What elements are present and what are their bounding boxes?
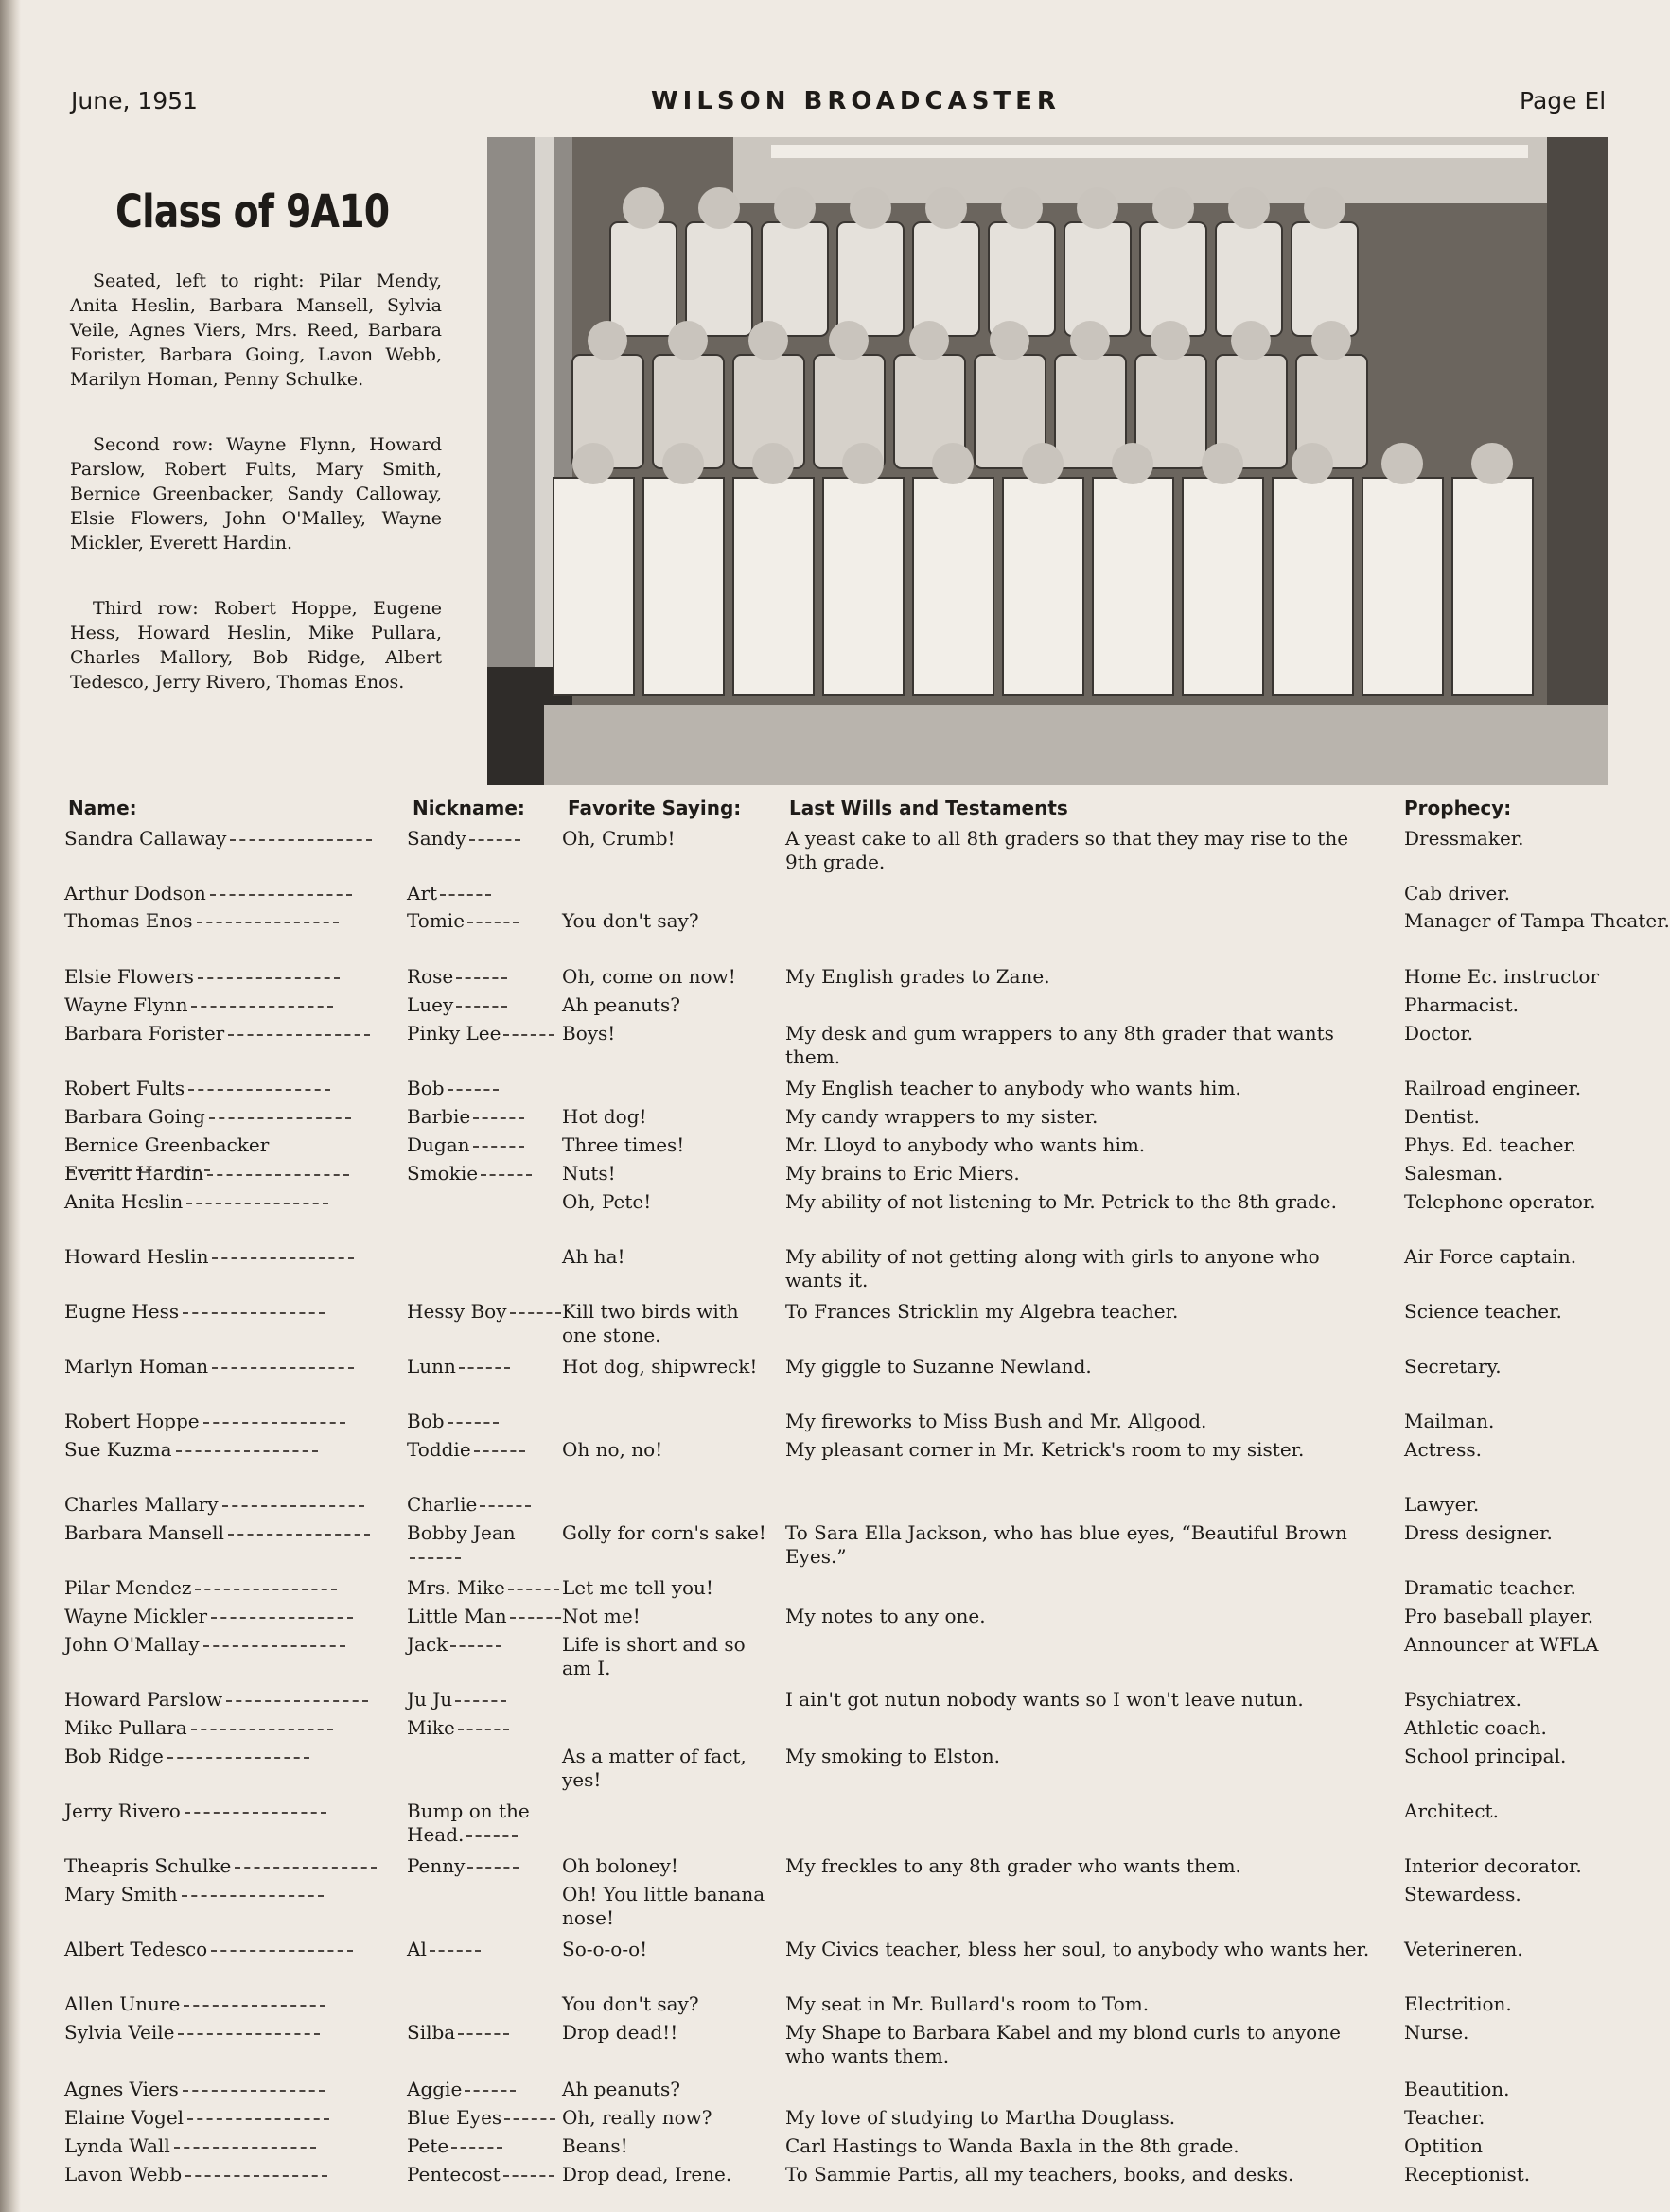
- last-will: My Shape to Barbara Kabel and my blond curls to anyone who wants them.: [785, 2021, 1341, 2067]
- dotted-leader: [176, 1450, 318, 1452]
- last-will: To Frances Stricklin my Algebra teacher.: [785, 1300, 1179, 1323]
- prophecy: Cab driver.: [1404, 882, 1511, 904]
- prophecy: Pharmacist.: [1404, 993, 1519, 1016]
- dotted-leader: [448, 1089, 499, 1091]
- prophecy: Pro baseball player.: [1404, 1605, 1594, 1627]
- student-nickname: Penny: [407, 1854, 566, 1878]
- dotted-leader: [203, 1422, 345, 1424]
- favorite-saying: Nuts!: [562, 1162, 616, 1185]
- student-name: Pilar Mendez: [64, 1576, 405, 1600]
- favorite-saying: Hot dog!: [562, 1105, 647, 1128]
- last-will: My ability of not getting along with girls to anyone who wants it.: [785, 1245, 1320, 1291]
- student-nickname: Toddie: [407, 1438, 566, 1462]
- student-nickname: Barbie: [407, 1105, 566, 1129]
- prophecy: Dramatic teacher.: [1404, 1576, 1576, 1599]
- student-nickname: Bobby Jean: [407, 1521, 566, 1569]
- student-nickname: Smokie: [407, 1162, 566, 1185]
- student-nickname: Pinky Lee: [407, 1022, 566, 1045]
- student-nickname: Jack: [407, 1633, 566, 1657]
- dotted-leader: [226, 1700, 368, 1702]
- student-name: Mike Pullara: [64, 1716, 405, 1740]
- dotted-leader: [203, 1645, 345, 1647]
- last-will: My pleasant corner in Mr. Ketrick's room to my sister.: [785, 1438, 1305, 1461]
- student-name: Sylvia Veile: [64, 2021, 405, 2045]
- student-name: John O'Mallay: [64, 1633, 405, 1657]
- student-name: Agnes Viers: [64, 2078, 405, 2101]
- prophecy: Electrition.: [1404, 1993, 1512, 2015]
- favorite-saying: Golly for corn's sake!: [562, 1521, 766, 1544]
- dotted-leader: [458, 1729, 509, 1730]
- favorite-saying: You don't say?: [562, 909, 699, 932]
- prophecy: Nurse.: [1404, 2021, 1469, 2044]
- dotted-leader: [448, 1422, 499, 1424]
- dotted-leader: [473, 1146, 524, 1148]
- prophecy: Home Ec. instructor: [1404, 965, 1600, 988]
- favorite-saying: Oh, come on now!: [562, 965, 736, 988]
- student-nickname: Aggie: [407, 2078, 566, 2101]
- student-name: Wayne Mickler: [64, 1605, 405, 1628]
- dotted-leader: [473, 1117, 524, 1119]
- column-header-nickname: Nickname:: [413, 797, 525, 819]
- dotted-leader: [184, 2005, 325, 2007]
- student-name: Lynda Wall: [64, 2134, 405, 2158]
- dotted-leader: [480, 1505, 531, 1507]
- prophecy: Psychiatrex.: [1404, 1688, 1521, 1711]
- student-name: Mary Smith: [64, 1883, 405, 1906]
- dotted-leader: [503, 2175, 554, 2177]
- dotted-leader: [459, 1367, 510, 1369]
- student-name: Theapris Schulke: [64, 1854, 405, 1878]
- prophecy: School principal.: [1404, 1745, 1567, 1767]
- dotted-leader: [230, 839, 372, 841]
- dotted-leader: [185, 2175, 327, 2177]
- class-photo: [487, 137, 1608, 785]
- favorite-saying: Hot dog, shipwreck!: [562, 1355, 758, 1378]
- dotted-leader: [235, 1867, 377, 1869]
- dotted-leader: [222, 1505, 364, 1507]
- student-nickname: Blue Eyes: [407, 2106, 566, 2130]
- favorite-saying: Ah ha!: [562, 1245, 625, 1268]
- dotted-leader: [410, 1557, 461, 1559]
- dotted-leader: [178, 2033, 320, 2035]
- last-will: To Sammie Partis, all my teachers, books, and desks.: [785, 2163, 1294, 2186]
- prophecy: Dentist.: [1404, 1105, 1480, 1128]
- prophecy: Athletic coach.: [1404, 1716, 1547, 1739]
- dotted-leader: [510, 1312, 561, 1314]
- student-name: Albert Tedesco: [64, 1938, 405, 1961]
- student-nickname: Sandy: [407, 827, 566, 851]
- favorite-saying: Drop dead!!: [562, 2021, 678, 2044]
- prophecy: Phys. Ed. teacher.: [1404, 1133, 1577, 1156]
- last-will: Mr. Lloyd to anybody who wants him.: [785, 1133, 1146, 1156]
- student-name: Thomas Enos: [64, 909, 405, 933]
- last-will: My English teacher to anybody who wants him.: [785, 1077, 1241, 1099]
- column-header-wills: Last Wills and Testaments: [789, 797, 1068, 819]
- dotted-leader: [211, 1950, 353, 1952]
- prophecy: Science teacher.: [1404, 1300, 1562, 1323]
- last-will: My seat in Mr. Bullard's room to Tom.: [785, 1993, 1150, 2015]
- dotted-leader: [458, 2033, 509, 2035]
- student-nickname: Rose: [407, 965, 566, 989]
- prophecy: Manager of Tampa Theater.: [1404, 909, 1670, 932]
- caption-seated: Seated, left to right: Pilar Mendy, Anita Heslin, Barbara Mansell, Sylvia Veile, Agnes Viers, Mrs. Reed, Barbara Forister, Barbara Going, Lavon Webb, Marilyn Homan, Penny Schulke.: [70, 271, 442, 390]
- student-nickname: Bob: [407, 1410, 566, 1433]
- last-will: Carl Hastings to Wanda Baxla in the 8th grade.: [785, 2134, 1239, 2157]
- dotted-leader: [481, 1174, 532, 1176]
- favorite-saying: Oh, Pete!: [562, 1190, 652, 1213]
- prophecy: Optition: [1404, 2134, 1483, 2157]
- student-name: Sandra Callaway: [64, 827, 405, 851]
- student-name: Charles Mallary: [64, 1493, 405, 1517]
- dotted-leader: [467, 922, 519, 923]
- dotted-leader: [188, 1089, 330, 1091]
- student-nickname: Lunn: [407, 1355, 566, 1378]
- dotted-leader: [182, 1895, 324, 1897]
- student-name: Allen Unure: [64, 1993, 405, 2016]
- student-name: Barbara Going: [64, 1105, 405, 1129]
- student-name: Howard Parslow: [64, 1688, 405, 1712]
- favorite-saying: Oh no, no!: [562, 1438, 663, 1461]
- dotted-leader: [228, 1034, 370, 1036]
- dotted-leader: [469, 839, 520, 841]
- dotted-leader: [455, 1700, 506, 1702]
- prophecy: Architect.: [1404, 1799, 1499, 1822]
- column-header-name: Name:: [68, 797, 137, 819]
- prophecy: Secretary.: [1404, 1355, 1502, 1378]
- prophecy: Interior decorator.: [1404, 1854, 1582, 1877]
- student-name: Barbara Mansell: [64, 1521, 405, 1545]
- dotted-leader: [474, 1450, 525, 1452]
- prophecy: Air Force captain.: [1404, 1245, 1577, 1268]
- column-header-prophecy: Prophecy:: [1404, 797, 1512, 819]
- student-nickname: Bob: [407, 1077, 566, 1100]
- dotted-leader: [185, 1812, 326, 1814]
- favorite-saying: Drop dead, Irene.: [562, 2163, 732, 2186]
- dotted-leader: [466, 1835, 518, 1837]
- dotted-leader: [183, 2090, 325, 2092]
- student-nickname: Luey: [407, 993, 566, 1017]
- student-nickname: Dugan: [407, 1133, 566, 1157]
- favorite-saying: Life is short and so am I.: [562, 1633, 746, 1679]
- dotted-leader: [210, 894, 352, 896]
- favorite-saying: As a matter of fact, yes!: [562, 1745, 747, 1791]
- student-name: Sue Kuzma: [64, 1438, 405, 1462]
- favorite-saying: Oh, Crumb!: [562, 827, 676, 850]
- favorite-saying: Boys!: [562, 1022, 616, 1045]
- newspaper-title: WILSON BROADCASTER: [651, 87, 1061, 115]
- student-nickname: Al: [407, 1938, 566, 1961]
- dotted-leader: [191, 1006, 333, 1008]
- prophecy: Beautition.: [1404, 2078, 1510, 2100]
- student-nickname: Pentecost: [407, 2163, 566, 2186]
- last-will: My candy wrappers to my sister.: [785, 1105, 1099, 1128]
- favorite-saying: Let me tell you!: [562, 1576, 713, 1599]
- dotted-leader: [430, 1950, 481, 1952]
- prophecy: Telephone operator.: [1404, 1190, 1596, 1213]
- dotted-leader: [186, 1203, 328, 1204]
- dotted-leader: [440, 894, 491, 896]
- dotted-leader: [174, 2147, 316, 2149]
- favorite-saying: You don't say?: [562, 1993, 699, 2015]
- student-name: Wayne Flynn: [64, 993, 405, 1017]
- dotted-leader: [212, 1257, 354, 1259]
- dotted-leader: [211, 1617, 353, 1619]
- student-nickname: Little Man: [407, 1605, 566, 1628]
- student-name: Bernice Greenbacker: [64, 1133, 405, 1181]
- dotted-leader: [191, 1729, 333, 1730]
- favorite-saying: Kill two birds with one stone.: [562, 1300, 739, 1346]
- dotted-leader: [195, 1589, 337, 1590]
- prophecy: Announcer at WFLA: [1404, 1633, 1599, 1656]
- student-name: Anita Heslin: [64, 1190, 405, 1214]
- last-will: My desk and gum wrappers to any 8th grader that wants them.: [785, 1022, 1334, 1068]
- student-name: Elsie Flowers: [64, 965, 405, 989]
- prophecy: Veterineren.: [1404, 1938, 1523, 1960]
- last-will: My ability of not listening to Mr. Petrick to the 8th grade.: [785, 1190, 1337, 1213]
- dotted-leader: [465, 2090, 516, 2092]
- favorite-saying: Ah peanuts?: [562, 2078, 681, 2100]
- student-name: Everitt Hardin: [64, 1162, 405, 1185]
- dotted-leader: [456, 977, 507, 979]
- dotted-leader: [508, 1589, 559, 1590]
- prophecy: Stewardess.: [1404, 1883, 1521, 1905]
- last-will: My freckles to any 8th grader who wants them.: [785, 1854, 1241, 1877]
- favorite-saying: Beans!: [562, 2134, 628, 2157]
- favorite-saying: Oh boloney!: [562, 1854, 678, 1877]
- student-nickname: Mike: [407, 1716, 566, 1740]
- favorite-saying: Oh, really now?: [562, 2106, 712, 2129]
- dotted-leader: [207, 1174, 349, 1176]
- last-will: My love of studying to Martha Douglass.: [785, 2106, 1176, 2129]
- prophecy: Lawyer.: [1404, 1493, 1480, 1516]
- student-nickname: Ju Ju: [407, 1688, 566, 1712]
- favorite-saying: So-o-o-o!: [562, 1938, 648, 1960]
- dotted-leader: [187, 2118, 329, 2120]
- student-name: Marlyn Homan: [64, 1355, 405, 1378]
- student-name: Elaine Vogel: [64, 2106, 405, 2130]
- last-will: My fireworks to Miss Bush and Mr. Allgood.: [785, 1410, 1207, 1432]
- dotted-leader: [212, 1367, 354, 1369]
- last-will: A yeast cake to all 8th graders so that they may rise to the 9th grade.: [785, 827, 1349, 873]
- student-name: Robert Fults: [64, 1077, 405, 1100]
- student-nickname: Tomie: [407, 909, 566, 933]
- page-binding-edge: [0, 0, 21, 2212]
- page-number: Page El: [1520, 87, 1607, 114]
- student-nickname: Bump on the Head.: [407, 1799, 530, 1846]
- student-nickname: Hessy Boy: [407, 1300, 566, 1324]
- student-name: Eugne Hess: [64, 1300, 405, 1324]
- dotted-leader: [197, 922, 339, 923]
- prophecy: Dressmaker.: [1404, 827, 1524, 850]
- favorite-saying: Three times!: [562, 1133, 685, 1156]
- dotted-leader: [467, 1867, 519, 1869]
- student-nickname: Art: [407, 882, 566, 905]
- last-will: My giggle to Suzanne Newland.: [785, 1355, 1092, 1378]
- dotted-leader: [451, 2147, 502, 2149]
- caption-second-row: Second row: Wayne Flynn, Howard Parslow, Robert Fults, Mary Smith, Bernice Greenbacker, Sandy Calloway, Elsie Flowers, John O'Malley, Wayne Mickler, Everett Hardin.: [70, 434, 442, 553]
- last-will: My Civics teacher, bless her soul, to anybody who wants her.: [785, 1938, 1370, 1960]
- prophecy: Railroad engineer.: [1404, 1077, 1582, 1099]
- dotted-leader: [183, 1312, 325, 1314]
- dotted-leader: [167, 1757, 309, 1759]
- last-will: To Sara Ella Jackson, who has blue eyes, “Beautiful Brown Eyes.”: [785, 1521, 1347, 1568]
- prophecy: Receptionist.: [1404, 2163, 1531, 2186]
- student-nickname: Charlie: [407, 1493, 566, 1517]
- dotted-leader: [198, 977, 340, 979]
- column-header-saying: Favorite Saying:: [568, 797, 742, 819]
- dotted-leader: [503, 1034, 554, 1036]
- class-title: Class of 9A10: [115, 185, 390, 238]
- dotted-leader: [456, 1006, 507, 1008]
- favorite-saying: Not me!: [562, 1605, 641, 1627]
- prophecy: Salesman.: [1404, 1162, 1503, 1185]
- last-will: My smoking to Elston.: [785, 1745, 1000, 1767]
- student-name: Robert Hoppe: [64, 1410, 405, 1433]
- student-name: Jerry Rivero: [64, 1799, 405, 1823]
- student-name: Howard Heslin: [64, 1245, 405, 1269]
- prophecy: Teacher.: [1404, 2106, 1485, 2129]
- student-nickname: Mrs. Mike: [407, 1576, 566, 1600]
- prophecy: Doctor.: [1404, 1022, 1474, 1045]
- prophecy: Dress designer.: [1404, 1521, 1553, 1544]
- class-photo-image: [487, 137, 1608, 785]
- last-will: My English grades to Zane.: [785, 965, 1050, 988]
- dotted-leader: [510, 1617, 561, 1619]
- dotted-leader: [228, 1534, 370, 1536]
- dotted-leader: [504, 2118, 555, 2120]
- student-name: Bob Ridge: [64, 1745, 405, 1768]
- favorite-saying: Oh! You little banana nose!: [562, 1883, 765, 1929]
- dotted-leader: [209, 1117, 351, 1119]
- last-will: My brains to Eric Miers.: [785, 1162, 1020, 1185]
- dotted-leader: [450, 1645, 501, 1647]
- student-nickname: Silba: [407, 2021, 566, 2045]
- student-name: Barbara Forister: [64, 1022, 405, 1045]
- prophecy: Actress.: [1404, 1438, 1482, 1461]
- favorite-saying: Ah peanuts?: [562, 993, 681, 1016]
- student-name: Arthur Dodson: [64, 882, 405, 905]
- student-name: Lavon Webb: [64, 2163, 405, 2186]
- last-will: I ain't got nutun nobody wants so I won't leave nutun.: [785, 1688, 1304, 1711]
- caption-third-row: Third row: Robert Hoppe, Eugene Hess, Howard Heslin, Mike Pullara, Charles Mallory, Bob Ridge, Albert Tedesco, Jerry Rivero, Thomas Enos.: [70, 598, 442, 693]
- student-nickname: Pete: [407, 2134, 566, 2158]
- prophecy: Mailman.: [1404, 1410, 1495, 1432]
- last-will: My notes to any one.: [785, 1605, 986, 1627]
- issue-date: June, 1951: [71, 87, 198, 114]
